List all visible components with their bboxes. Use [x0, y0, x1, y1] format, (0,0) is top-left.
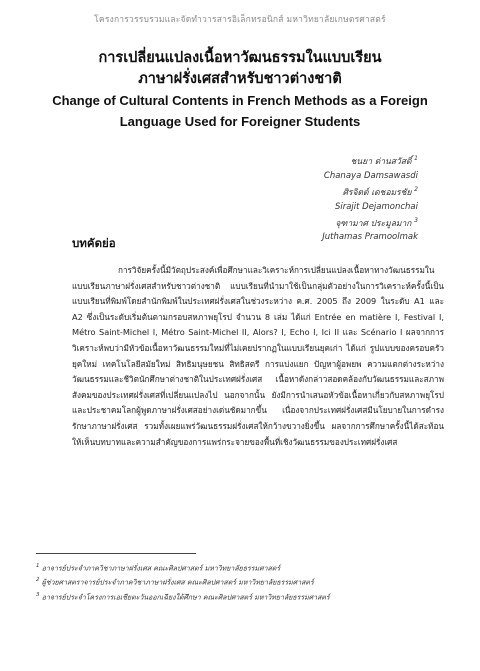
author-line [322, 214, 418, 231]
author-name: ศิรจิตต์ เดชอมรชัย [342, 187, 412, 198]
title-english-line-1: Change of Cultural Contents in French Methods as a Foreign [52, 93, 428, 108]
author-line [322, 230, 418, 244]
author-footnote-mark: 1 [414, 155, 418, 162]
author-line [322, 183, 418, 200]
footnote-item [36, 560, 456, 574]
author-list [322, 152, 418, 244]
title-thai-line-1: การเปลี่ยนแปลงเนื้อหาวัฒนธรรมในแบบเรียน [98, 50, 382, 66]
abstract-heading: บทคัดย่อ [72, 236, 116, 250]
title-block [0, 48, 480, 132]
author-name: Sirajit Dejamonchai [334, 201, 418, 212]
footnote-text: ผู้ช่วยศาสตราจารย์ประจำภาควิชาภาษาฝรั่งเศส คณะศิลปศาสตร์ มหาวิทยาลัยธรรมศาสตร์ [41, 578, 314, 587]
author-name: ชนยา ด่านสวัสดิ์ [350, 156, 412, 167]
abstract-body [72, 263, 444, 450]
abstract-paragraph: การวิจัยครั้งนี้มีวัตถุประสงค์เพื่อศึกษาและวิเคราะห์การเปลี่ยนแปลงเนื้อหาทางวัฒนธรรมในแบบเรียนภาษาฝรั่งเศสสำหรับชาวต่างชาติ แบบเรียนที่นำมาใช้เป็นกลุ่มตัวอย่างในการวิเคราะห์ครั้งนี้เป็นแบบเรียนที่พิมพ์โดยสำนักพิมพ์ในประเทศฝรั่งเศสในช่วงระหว่าง ค.ศ. 2005 ถึง 2009 ในระดับ A1 และ A2 ซึ่งเป็นระดับเริ่มต้นตามกรอบสหภาพยุโรป จำนวน 8 เล่ม ได้แก่ Entrée en matière I, Festival I, Métro Saint-Michel I, Métro Saint-Michel II, Alors? I, Echo I, Ici II และ Scénario I ผลจากการวิเคราะห์พบว่ามีหัวข้อเนื้อหาวัฒนธรรมใหม่ที่ไม่เคยปรากฏในแบบเรียนยุคเก่า ได้แก่ รูปแบบของครอบครัวยุคใหม่ เทคโนโลยีสมัยใหม่ สิทธิมนุษยชน สิทธิสตรี การแบ่งแยก ปัญหาผู้อพยพ ความแตกต่างระหว่างวัฒนธรรมและชีวิตนักศึกษาต่างชาติในประเทศฝรั่งเศส เนื้อหาดังกล่าวสอดคล้องกับวัฒนธรรมและสภาพสังคมของประเทศฝรั่งเศสที่เปลี่ยนแปลงไป นอกจากนั้น ยังมีการนำเสนอหัวข้อเนื้อหาเกี่ยวกับสหภาพยุโรปและประชาคมโลกผู้พูดภาษาฝรั่งเศสอย่างเด่นชัดมากขึ้น เนื่องจากประเทศฝรั่งเศสมีนโยบายในการดำรงรักษาภาษาฝรั่งเศส รวมทั้งเผยแพร่วัฒนธรรมฝรั่งเศสให้กว้างขวางยิ่งขึ้น ผลจากการศึกษาครั้งนี้ได้สะท้อนให้เห็นบทบาทและความสำคัญของการแพร่กระจายของพื้นที่เชิงวัฒนธรรมของประเทศฝรั่งเศส [72, 265, 444, 447]
running-header: โครงการวรรบรวมและจัดทำวารสารอิเล็กทรอนิกส์ มหาวิทยาลัยเกษตรศาสตร์ [94, 15, 386, 25]
author-footnote-mark: 3 [414, 216, 418, 224]
footnote-mark: 2 [36, 577, 40, 584]
title-thai-line-2: ภาษาฝรั่งเศสสำหรับชาวต่างชาติ [138, 71, 342, 87]
author-footnote-mark: 2 [414, 185, 418, 193]
footnote-item [36, 574, 456, 588]
footnote-item [36, 589, 456, 603]
footnote-text: อาจารย์ประจำภาควิชาภาษาฝรั่งเศส คณะศิลปศาสตร์ มหาวิทยาลัยธรรมศาสตร์ [41, 564, 281, 573]
author-name: จุฑามาศ ประมูลมาก [335, 218, 412, 229]
footnote-mark: 1 [36, 563, 40, 569]
footnote-text: อาจารย์ประจำโครงการเอเชียตะวันออกเฉียงใต้ศึกษา คณะศิลปศาสตร์ มหาวิทยาลัยธรรมศาสตร์ [41, 592, 330, 601]
footnote-divider [36, 553, 196, 554]
footnote-mark: 3 [36, 591, 40, 598]
author-line [322, 152, 418, 169]
author-name: Chanaya Damsawasdi [323, 170, 418, 181]
title-english-line-2: Language Used for Foreigner Students [119, 114, 361, 129]
author-line [322, 200, 418, 214]
author-name: Juthamas Pramoolmak [322, 232, 418, 243]
footnotes [36, 560, 456, 603]
author-line [322, 169, 418, 183]
